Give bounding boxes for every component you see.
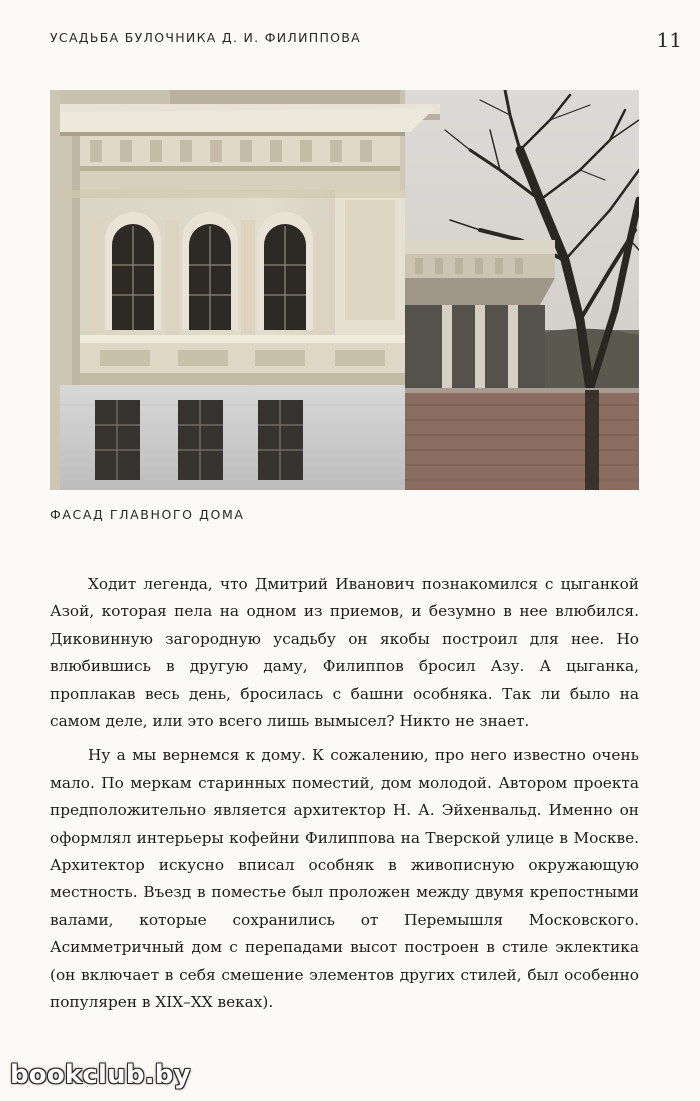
body-text (50, 571, 639, 1024)
facade-photo (50, 90, 639, 490)
paragraph-legend: Ходит легенда, что Дмитрий Иванович познакомился с цыганкой Азой, которая пела на одном из приемов, и безумно в нее влюбился. Диковинную загородную усадьбу он якобы построил для нее. Но влюбившись в другую даму, Филиппов бросил Азу. А цыганка, проплакав весь день, бросилась с башни особняка. Так ли было на самом деле, или это всего лишь вымысел? Никто не знает. (50, 575, 639, 731)
watermark-logo: bookclub.by (10, 1060, 191, 1090)
paragraph-house: Ну а мы вернемся к дому. К сожалению, про него известно очень мало. По меркам старинных поместий, дом молодой. Автором проекта предположительно является архитектор Н. А. Эйхенвальд. Именно он оформлял интерьеры кофейни Филиппова на Тверской улице в Москве. Архитектор искусно вписал особняк в живописную окружающую местность. Въезд в поместье был проложен между двумя крепостными валами, которые сохранились от Перемышля Московского. Асимметричный дом с перепадами высот построен в стиле эклектика (он включает в себя смешение элементов других стилей, был особенно популярен в XIX–XX веках). (50, 746, 639, 1012)
page-number: 11 (656, 28, 682, 52)
running-head: УСАДЬБА БУЛОЧНИКА Д. И. ФИЛИППОВА (50, 30, 362, 45)
photo-caption: ФАСАД ГЛАВНОГО ДОМА (50, 507, 245, 522)
